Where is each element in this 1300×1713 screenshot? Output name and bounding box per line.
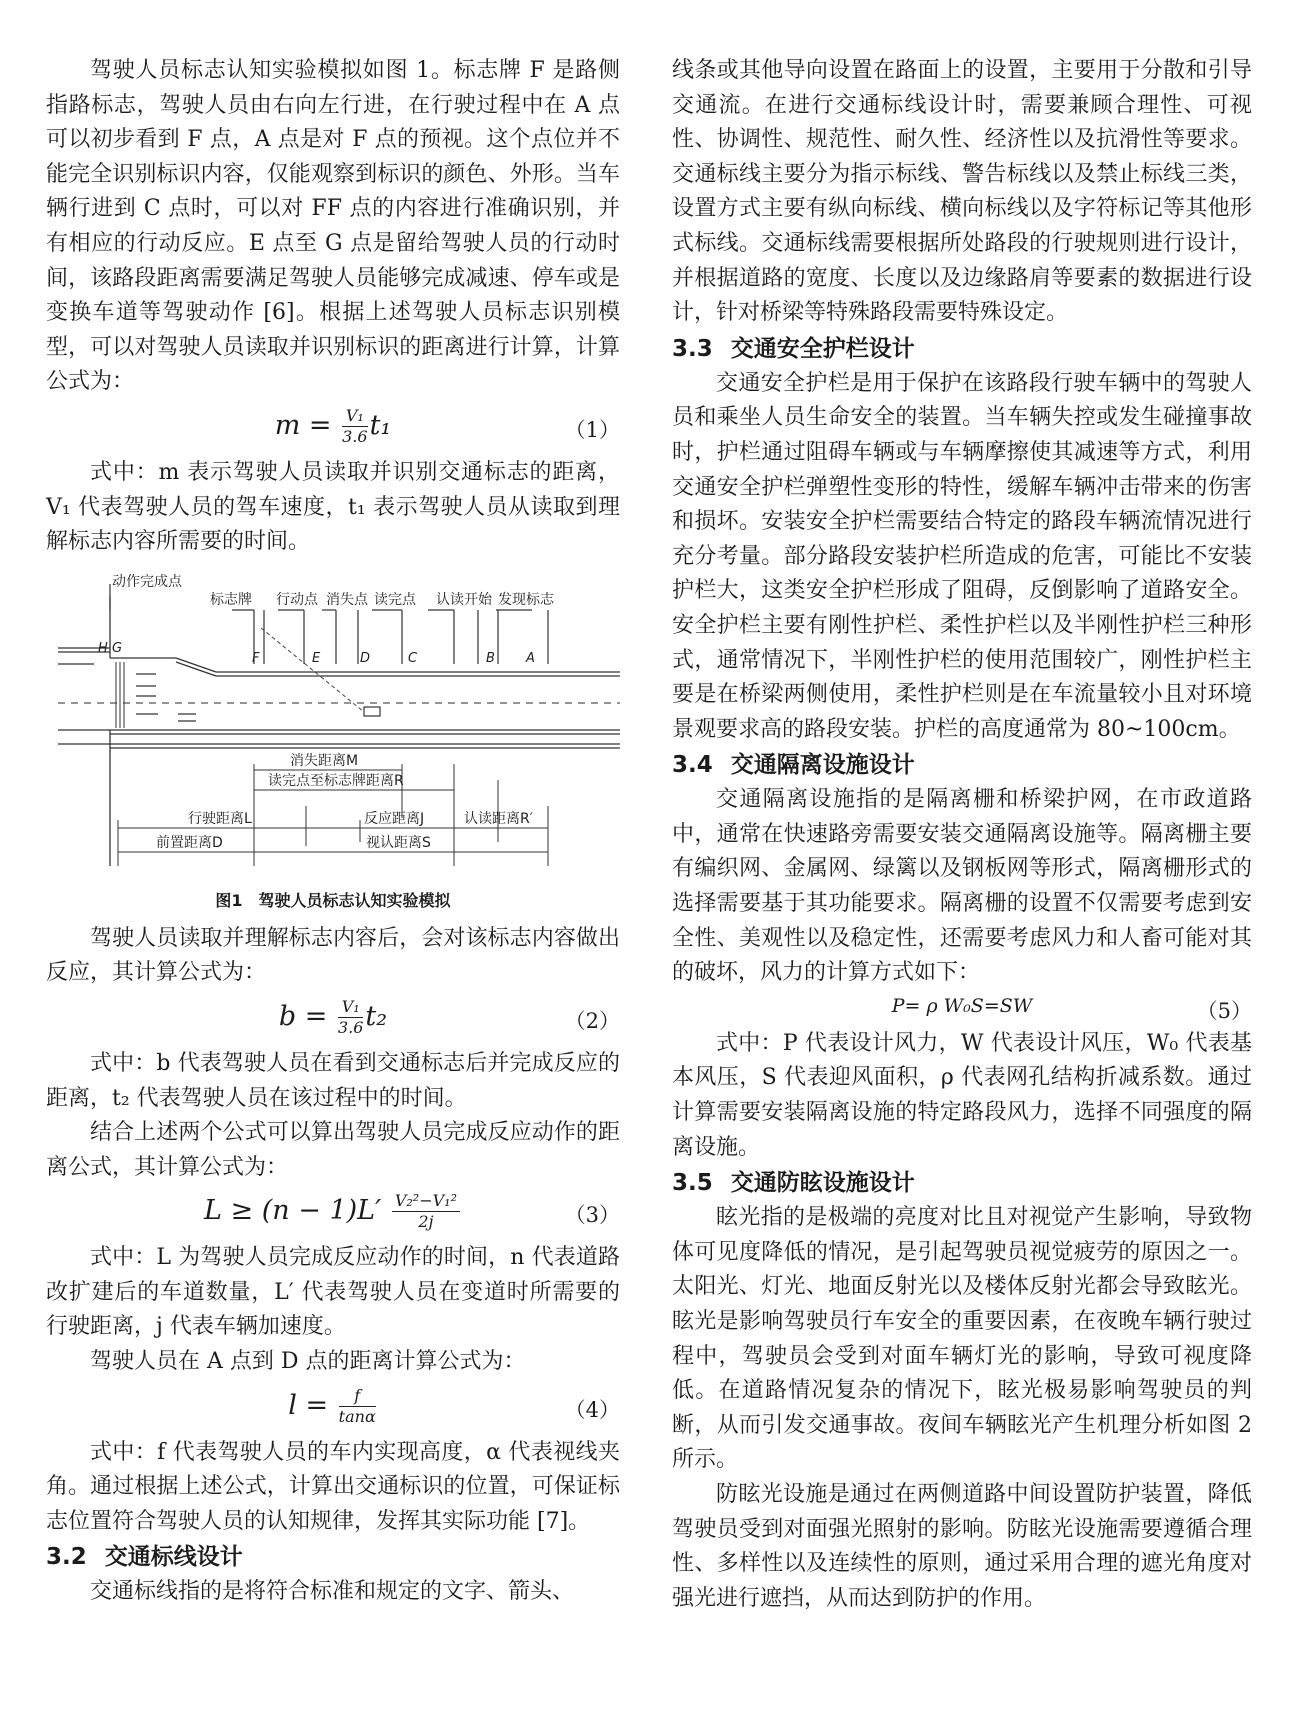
section-number: 3.2: [46, 1544, 87, 1571]
paragraph: 式中：P 代表设计风力，W 代表设计风压，W₀ 代表基本风压，S 代表迎风面积，ρ 代表网孔结构折减系数。通过计算需要安装隔离设施的特定路段风力，选择不同强度的隔离设施。: [672, 1030, 1252, 1160]
section-title: 交通安全护栏设计: [730, 335, 915, 362]
paragraph: 防眩光设施是通过在两侧道路中间设置防护装置，降低驾驶员受到对面强光照射的影响。防眩光设施需要遵循合理性、多样性以及连续性的原则，通过采用合理的遮光角度对强光进行遮挡，从而达到防护的作用。: [672, 1481, 1252, 1611]
formula-2: [46, 991, 620, 1047]
formula-fraction: [342, 406, 367, 447]
paragraph: 交通安全护栏是用于保护在该路段行驶车辆中的驾驶人员和乘坐人员生命安全的装置。当车辆失控或发生碰撞事故时，护栏通过阻碍车辆或与车辆摩擦使其减速等方式，利用交通安全护栏弹塑性变形的特性，缓解车辆冲击带来的伤害和损坏。安装安全护栏需要结合特定的路段车辆流情况进行充分考量。部分路段安装护栏所造成的危害，可能比不安装护栏大，这类安全护栏形成了阻碍，反倒影响了道路安全。安全护栏主要有刚性护栏、柔性护栏以及半刚性护栏三种形式，通常情况下，半刚性护栏的使用范围较广，刚性护栏主要是在桥梁两侧使用，柔性护栏则是在车流量较小且对环境景观要求高的路段安装。护栏的高度通常为 80~100cm。: [672, 370, 1252, 742]
section-number: 3.4: [672, 752, 713, 779]
label-read-start: 认读开始: [436, 591, 492, 608]
denominator: 2j: [418, 1212, 434, 1232]
left-column: [46, 54, 620, 1610]
section-number: 3.3: [672, 335, 713, 362]
equation-number: （2）: [564, 1008, 620, 1033]
label-read-to-sign: 读完点至标志牌距离R: [268, 772, 404, 789]
formula-fraction: [392, 1191, 460, 1232]
label-front-dist: 前置距离D: [156, 834, 223, 851]
point-D: D: [360, 650, 371, 666]
label-react-dist: 反应距离J: [364, 810, 425, 827]
equation-number: （5）: [1196, 998, 1252, 1023]
denominator: tanα: [338, 1406, 376, 1426]
paragraph: 驾驶人员在 A 点到 D 点的距离计算公式为：: [90, 1349, 526, 1375]
denominator: 3.6: [337, 1017, 364, 1037]
formula-1: [46, 400, 620, 456]
label-vanish: 消失点: [326, 591, 368, 608]
car-icon: [364, 707, 380, 716]
paragraph: 驾驶人员读取并理解标志内容后，会对该标志内容做出反应，其计算公式为：: [46, 925, 620, 986]
figure-1: [46, 566, 620, 922]
paragraph: 线条或其他导向设置在路面上的设置，主要用于分散和引导交通流。在进行交通标线设计时，需要兼顾合理性、可视性、协调性、规范性、耐久性、经济性以及抗滑性等要求。交通标线主要分为指示标线、警告标线以及禁止标线三类，设置方式主要有纵向标线、横向标线以及字符标记等其他形式标线。交通标线需要根据所处路段的行驶规则进行设计，并根据道路的宽度、长度以及边缘路肩等要素的数据进行设计，针对桥梁等特殊路段需要特殊设定。: [672, 58, 1252, 326]
formula-fraction: [338, 997, 363, 1038]
label-action: 行动点: [276, 591, 318, 608]
formula-5: [672, 991, 1252, 1027]
equation-number: （4）: [564, 1397, 620, 1422]
point-E: E: [312, 650, 321, 666]
formula-expression: P= ρ W₀S=SW: [891, 994, 1033, 1017]
point-B: B: [486, 650, 495, 666]
paragraph: 眩光指的是极端的亮度对比且对视觉产生影响，导致物体可见度降低的情况，是引起驾驶员视觉疲劳的原因之一。太阳光、灯光、地面反射光以及楼体反射光都会导致眩光。眩光是影响驾驶员行车安全的重要因素，在夜晚车辆行驶过程中，驾驶员会受到对面车辆灯光的影响，导致可视度降低。在道路情况复杂的情况下，眩光极易影响驾驶员的判断，从而引发交通事故。夜间车辆眩光产生机理分析如图 2 所示。: [672, 1205, 1252, 1473]
section-heading-3-3: [672, 331, 1252, 367]
figure-caption: 图1 驾驶人员标志认知实验模拟: [215, 890, 451, 910]
road-diagram: [46, 566, 620, 886]
section-title: 交通防眩设施设计: [730, 1170, 915, 1197]
numerator: V₂²−V₁²: [392, 1191, 460, 1212]
formula-4: [46, 1380, 620, 1436]
section-number: 3.5: [672, 1170, 713, 1197]
label-find-sign: 发现标志: [498, 591, 554, 608]
section-heading-3-5: [672, 1165, 1252, 1201]
denominator: 3.6: [342, 426, 368, 446]
section-title: 交通隔离设施设计: [730, 752, 915, 779]
numerator: V₁: [338, 997, 363, 1018]
point-G: G: [112, 640, 123, 656]
point-C: C: [408, 650, 418, 666]
paragraph: 式中：f 代表驾驶人员的车内实现高度，α 代表视线夹角。通过根据上述公式，计算出交通标识的位置，可保证标志位置符合驾驶人员的认知规律，发挥其实际功能 [7]。: [46, 1439, 620, 1534]
paragraph: 结合上述两个公式可以算出驾驶人员完成反应动作的距离公式，其计算公式为：: [46, 1120, 620, 1180]
paragraph: 交通标线指的是将符合标准和规定的文字、箭头、: [90, 1579, 575, 1605]
equation-number: （3）: [564, 1203, 620, 1228]
paragraph: 式中：L 为驾驶人员完成反应动作的时间，n 代表道路改扩建后的车道数量，L′ 代表驾驶人员在变道时所需要的行驶距离，j 代表车辆加速度。: [46, 1245, 620, 1340]
point-H: H: [98, 640, 108, 656]
paragraph: 式中：b 代表驾驶人员在看到交通标志后并完成反应的距离，t₂ 代表驾驶人员在该过程中的时间。: [46, 1050, 620, 1111]
formula-3: [46, 1185, 620, 1241]
numerator: V₁: [342, 406, 367, 427]
label-travel-dist: 行驶距离L: [188, 810, 252, 827]
paragraph: 交通隔离设施指的是隔离栅和桥梁护网，在市政道路中，通常在快速路旁需要安装交通隔离设施等。隔离栅主要有编织网、金属网、绿篱以及钢板网等形式，隔离栅形式的选择需要基于其功能要求。隔离栅的设置不仅需要考虑到安全性、美观性以及稳定性，还需要考虑风力和人畜可能对其的破坏，风力的计算方式如下：: [672, 787, 1252, 986]
formula-lhs: m =: [274, 409, 332, 441]
numerator: f: [339, 1386, 376, 1407]
label-vanish-dist: 消失距离M: [290, 752, 359, 769]
paragraph: 驾驶人员标志认知实验模拟如图 1。标志牌 F 是路侧指路标志，驾驶人员由右向左行进，在行驶过程中在 A 点可以初步看到 F 点，A 点是对 F 点的预视。这个点位并不能完全识别标识内容，仅能观察到标识的颜色、外形。当车辆行进到 C 点时，可以对 FF 点的内容进行准确识别，并有相应的行动反应。E 点至 G 点是留给驾驶人员的行动时间，该路段距离需要满足驾驶人员能够完成减速、停车或是变换车道等驾驶动作 [6]。根据上述驾驶人员标志识别模型，可以对驾驶人员读取并识别标识的距离进行计算，计算公式为：: [46, 58, 620, 395]
point-A: A: [526, 650, 535, 666]
section-heading-3-4: [672, 747, 1252, 783]
point-F: F: [252, 650, 260, 666]
paragraph: 式中：m 表示驾驶人员读取并识别交通标志的距离，V₁ 代表驾驶人员的驾车速度，t₁ 表示驾驶人员从读取到理解标志内容所需要的时间。: [46, 459, 620, 555]
label-sight-dist: 视认距离S: [366, 834, 431, 851]
label-action-point: 动作完成点: [112, 573, 182, 590]
label-sign: 标志牌: [210, 591, 252, 608]
formula-lhs: l =: [288, 1389, 329, 1421]
equation-number: （1）: [564, 417, 620, 442]
label-read-end: 读完点: [374, 591, 416, 608]
right-column: [672, 54, 1252, 1616]
label-read-dist: 认读距离R′: [464, 810, 533, 827]
formula-lhs: b =: [278, 1000, 328, 1032]
section-title: 交通标线设计: [104, 1544, 243, 1571]
formula-tail: t₁: [369, 409, 392, 441]
formula-tail: t₂: [365, 1000, 388, 1032]
section-heading-3-2: [46, 1539, 620, 1575]
formula-fraction: [339, 1386, 376, 1427]
formula-lhs: L ≥ (n − 1)L′: [204, 1195, 382, 1227]
